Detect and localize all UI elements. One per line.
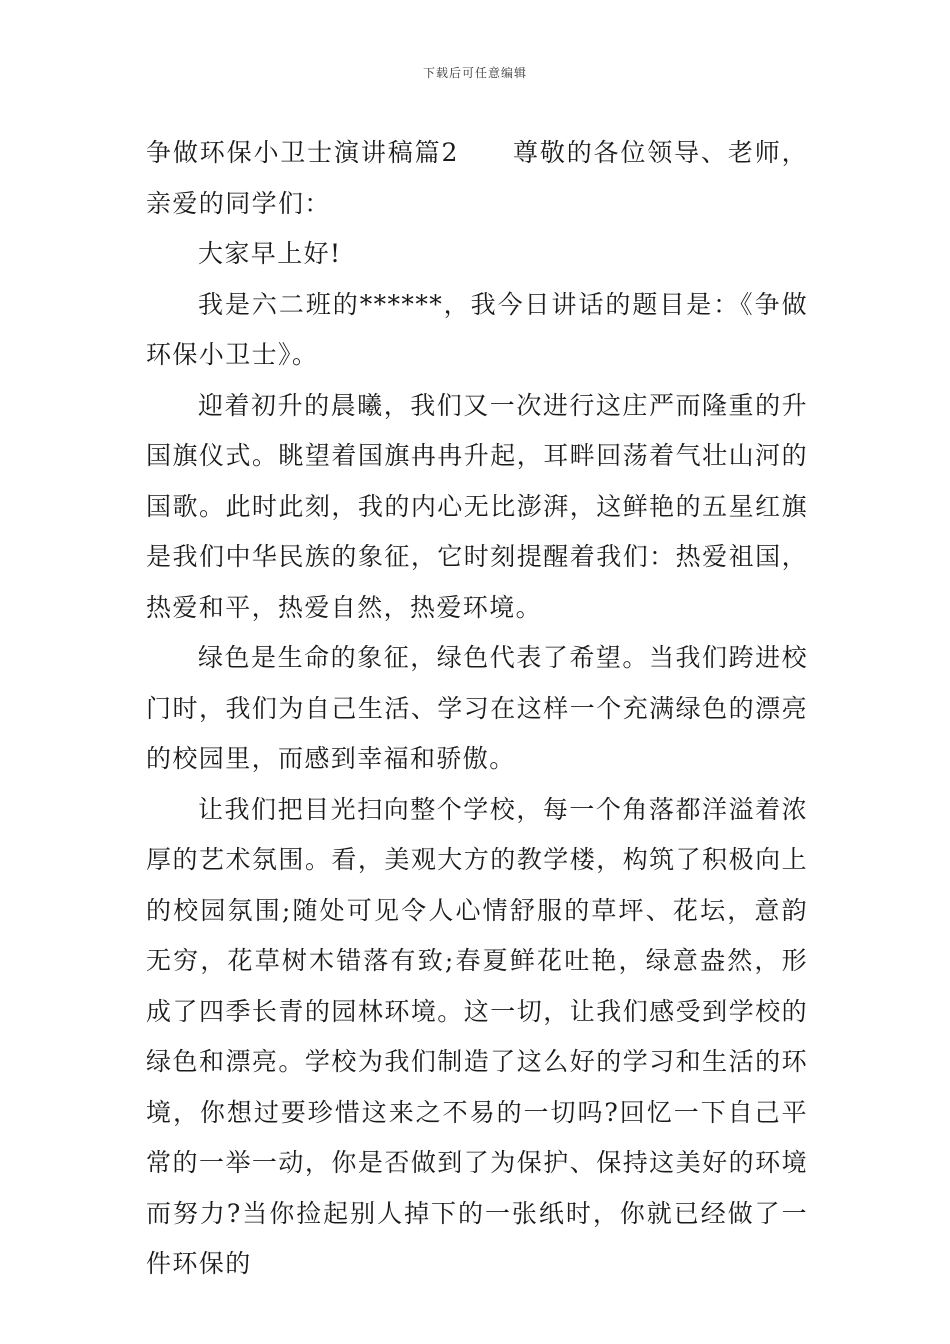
paragraph-school-environment: 让我们把目光扫向整个学校，每一个角落都洋溢着浓厚的艺术氛围。看，美观大方的教学楼，构筑了积极向上的校园氛围;随处可见令人心情舒服的草坪、花坛，意韵无穷，花草树木错落有致;春夏鲜花吐艳，绿意盎然，形成了四季长青的园林环境。这一切，让我们感受到学校的绿色和漂亮。学校为我们制造了这么好的学习和生活的环境，你想过要珍惜这来之不易的一切吗?回忆一下自己平常的一举一动，你是否做到了为保护、保持这美好的环境而努力?当你捡起别人掉下的一张纸时，你就已经做了一件环保的 bbox=[146, 794, 808, 1278]
paragraph-flag-ceremony: 迎着初升的晨曦，我们又一次进行这庄严而隆重的升国旗仪式。眺望着国旗冉冉升起，耳畔回荡着气壮山河的国歌。此时此刻，我的内心无比澎湃，这鲜艳的五星红旗是我们中华民族的象征，它时刻提醒着我们：热爱祖国，热爱和平，热爱自然，热爱环境。 bbox=[146, 390, 808, 622]
paragraph-title-salutation: 争做环保小卫士演讲稿篇2 尊敬的各位领导、老师，亲爱的同学们： bbox=[146, 138, 808, 218]
paragraph-introduction: 我是六二班的******，我今日讲话的题目是：《争做环保小卫士》。 bbox=[146, 289, 808, 369]
document-body bbox=[146, 128, 808, 1290]
paragraph-greeting: 大家早上好! bbox=[198, 239, 342, 268]
paragraph-green-campus: 绿色是生命的象征，绿色代表了希望。当我们跨进校门时，我们为自己生活、学习在这样一个充满绿色的漂亮的校园里，而感到幸福和骄傲。 bbox=[146, 643, 808, 773]
page-header-note: 下载后可任意编辑 bbox=[422, 66, 527, 80]
